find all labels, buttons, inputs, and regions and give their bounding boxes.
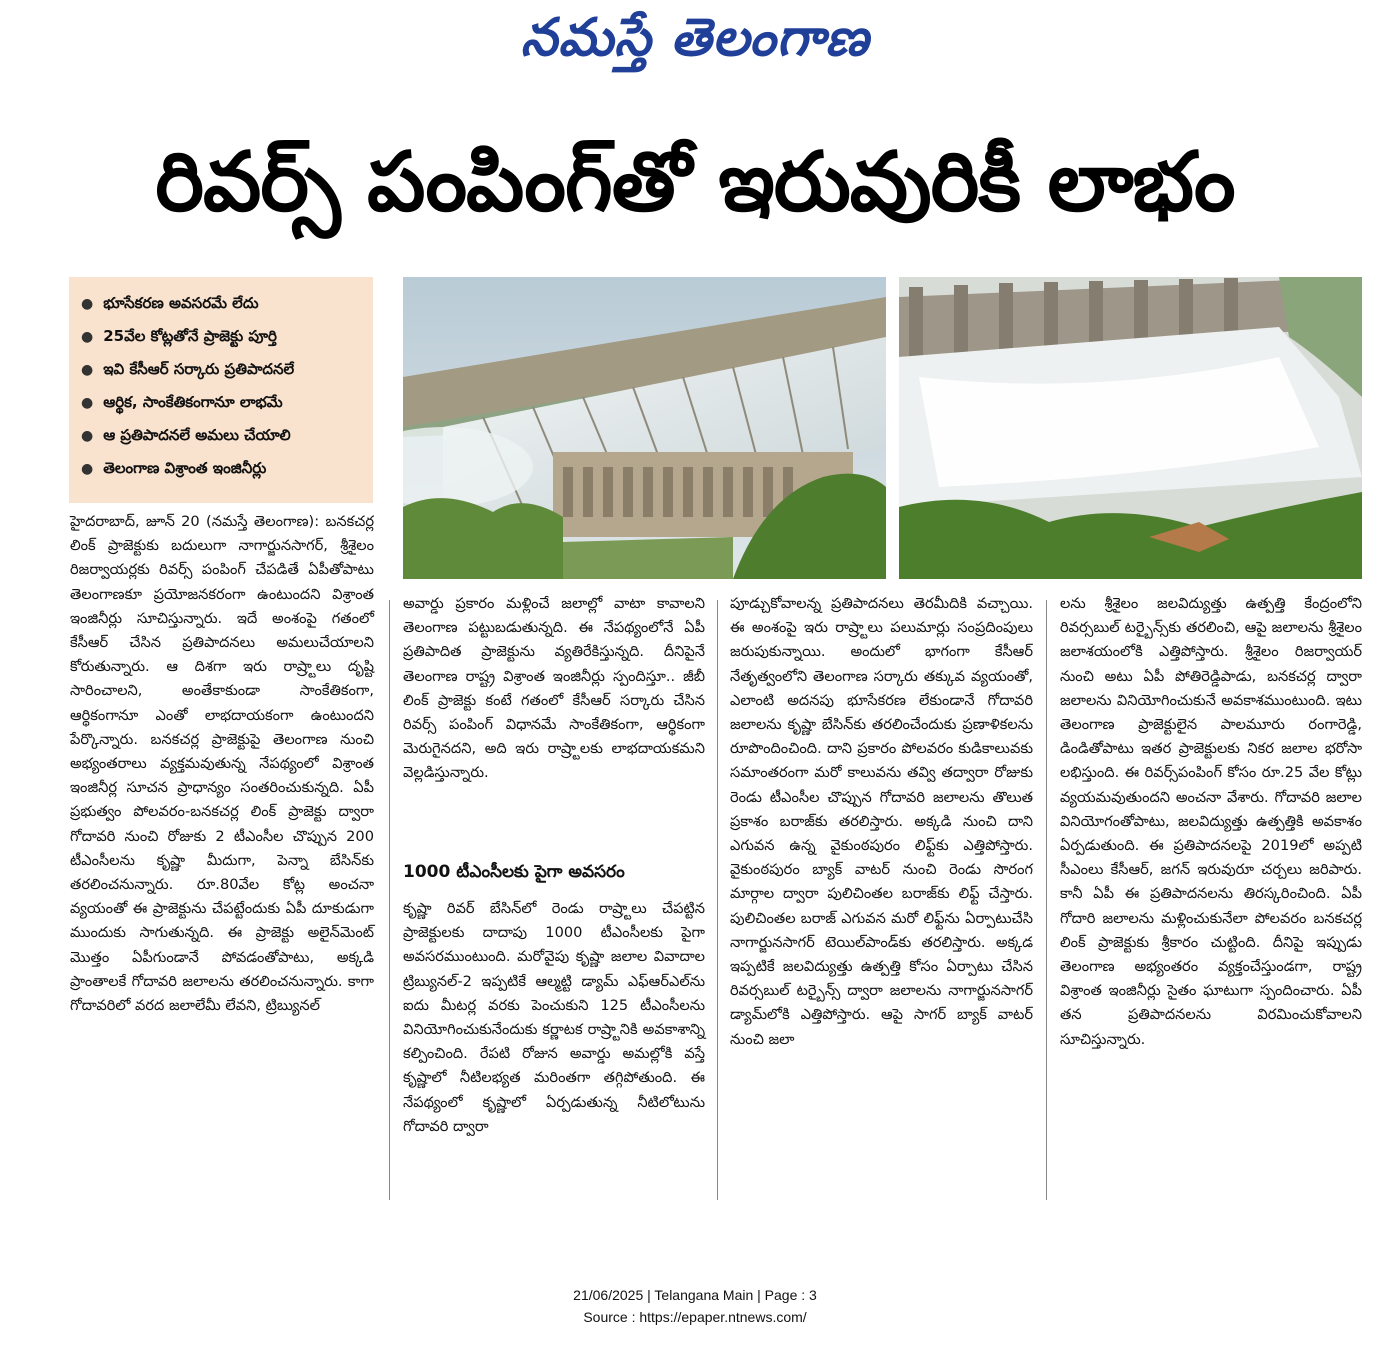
highlight-item: ● 25వేల కోట్లతోనే ప్రాజెక్టు పూర్తి — [81, 327, 277, 345]
bullet-icon: ● — [81, 428, 94, 444]
dam-illustration-right — [899, 277, 1362, 579]
masthead-logo: నమస్తే తెలంగాణ — [520, 8, 870, 68]
bullet-icon: ● — [81, 395, 94, 411]
column-divider — [717, 600, 718, 1200]
highlight-item: ● ఆ ప్రతిపాదనలే అమలు చేయాలి — [81, 426, 291, 444]
bullet-icon: ● — [81, 329, 94, 345]
article-column-4: లను శ్రీశైలం జలవిద్యుత్తు ఉత్పత్తి కేంద్రంలోని రివర్సబుల్ టర్బైన్స్‌కు తరలించి, ఆపై జలాలను శ్రీశైలం జలాశయంలోకి ఎత్తిపోస్తారు. శ్రీశైలం రిజర్వాయర్ నుంచి అటు ఏపీ పోతిరెడ్డిపాడు, బనకచర్ల ద్వారా జలాలను వినియోగించుకునే అవకాశముంటుంది. ఇటు తెలంగాణ ప్రాజెక్టులైన పాలమూరు రంగారెడ్డి, డిండితోపాటు ఇతర ప్రాజెక్టులకు నికర జలాల భరోసా లభిస్తుంది. ఈ రివర్స్‌పంపింగ్ కోసం రూ.25 వేల కోట్లు వ్యయమవుతుందని అంచనా వేశారు. గోదావరి జలాల వినియోగంతోపాటు, జలవిద్యుత్తు ఉత్పత్తికి అవకాశం ఏర్పడుతుంది. ఈ ప్రతిపాదనలపై 2019లో అప్పటి సీఎంలు కేసీఆర్, జగన్ ఇరువురూ చర్చలు జరిపారు. కానీ ఏపీ ఈ ప్రతిపాదనలను తిరస్కరించింది. ఏపీ గోదారి జలాలను మళ్లించుకునేలా పోలవరం బనకచర్ల లింక్ ప్రాజెక్టుకు శ్రీకారం చుట్టింది. దీనిపై ఇప్పుడు తెలంగాణ అభ్యంతరం వ్యక్తంచేస్తుండగా, రాష్ట్ర విశ్రాంత ఇంజినీర్లు సైతం ఘాటుగా స్పందించారు. ఏపీ తన ప్రతిపాదనలను విరమించుకోవాలని సూచిస్తున్నారు. — [1060, 595, 1362, 1048]
article-column-2-continued: కృష్ణా రివర్ బేసిన్‌లో రెండు రాష్ర్టాలు చేపట్టిన ప్రాజెక్టులకు దాదాపు 1000 టీఎంసీలకు పైగా అవసరముంటుంది. మరోవైపు కృష్ణా జలాల వివాదాల ట్రిబ్యునల్-2 ఇప్పటికే ఆల్మట్టి డ్యామ్ ఎఫ్ఆర్ఎల్‌ను ఐదు మీటర్ల వరకు పెంచుకుని 125 టీఎంసీలను వినియోగించుకునేందుకు కర్ణాటక రాష్ర్టానికి అవకాశాన్ని కల్పించింది. రేపటి రోజున అవార్డు అమల్లోకి వస్తే కృష్ణాలో నీటిలభ్యత మరింతగా తగ్గిపోతుంది. ఈ నేపథ్యంలో కృష్ణాలో ఏర్పడుతున్న నీటిలోటును గోదావరి ద్వారా — [403, 900, 705, 1135]
highlights-box — [69, 277, 373, 503]
footer-date-page: 21/06/2025 | Telangana Main | Page : 3 — [573, 1287, 817, 1303]
highlight-item: ● ఇవి కేసీఆర్ సర్కారు ప్రతిపాదనలే — [81, 360, 295, 378]
article-column-2: అవార్డు ప్రకారం మళ్లించే జలాల్లో వాటా కావాలని తెలంగాణ పట్టుబడుతున్నది. ఈ నేపథ్యంలోనే ఏపీ ప్రతిపాదిత ప్రాజెక్టును వ్యతిరేకిస్తున్నది. దీనిపైనే తెలంగాణ రాష్ట్ర విశ్రాంత ఇంజినీర్లు స్పందిస్తూ.. జీబీ లింక్ ప్రాజెక్టు కంటే గతంలో కేసీఆర్ సర్కారు చేసిన రివర్స్ పంపింగ్ విధానమే సాంకేతికంగా, ఆర్థికంగా మెరుగైనదని, అది ఇరు రాష్ర్టాలకు లాభదాయకమని వెల్లడిస్తున్నారు. — [403, 595, 705, 782]
highlights-list — [81, 287, 365, 485]
footer-source: Source : https://epaper.ntnews.com/ — [583, 1309, 807, 1325]
highlight-item: ● భూసేకరణ అవసరమే లేదు — [81, 294, 259, 312]
article-column-3: పూడ్చుకోవాలన్న ప్రతిపాదనలు తెరమీదికి వచ్చాయి. ఈ అంశంపై ఇరు రాష్ర్టాలు పలుమార్లు సంప్రదింపులు జరుపుకున్నాయి. అందులో భాగంగా కేసీఆర్ నేతృత్వంలోని తెలంగాణ సర్కారు తక్కువ వ్యయంతో, ఎలాంటి అదనపు భూసేకరణ లేకుండానే గోదావరి జలాలను కృష్ణా బేసిన్‌కు తరలించేందుకు ప్రణాళికలను రూపొందించింది. దాని ప్రకారం పోలవరం కుడికాలువకు సమాంతరంగా మరో కాలువను తవ్వి తద్వారా రోజుకు రెండు టీఎంసీల చొప్పున గోదావరి జలాలను తొలుత ప్రకాశం బరాజ్‌కు తరలిస్తారు. అక్కడి నుంచి దాని ఎగువన ఉన్న వైకుంఠపురం లిఫ్ట్‌కు ఎత్తిపోస్తారు. వైకుంఠపురం బ్యాక్ వాటర్ నుంచి రెండు సొరంగ మార్గాల ద్వారా పులిచింతల బరాజ్‌కు లిఫ్ట్ చేస్తారు. పులిచింతల బరాజ్ ఎగువన మరో లిఫ్ట్‌ను ఏర్పాటుచేసి నాగార్జునసాగర్ టెయిల్‌పాండ్‌కు తరలిస్తారు. అక్కడ ఇప్పటికే జలవిద్యుత్తు ఉత్పత్తి కోసం ఏర్పాటు చేసిన రివర్సబుల్ టర్బైన్స్ ద్వారా జలాలను నాగార్జునసాగర్ డ్యామ్‌లోకి ఎత్తిపోస్తారు. ఆపై సాగర్ బ్యాక్ వాటర్ నుంచి జలా — [730, 595, 1033, 1048]
column-divider — [1046, 600, 1047, 1200]
dam-photo-right — [899, 277, 1362, 579]
bullet-icon: ● — [81, 296, 94, 312]
dam-illustration-left — [403, 277, 886, 579]
article-column-1: హైదరాబాద్, జూన్ 20 (నమస్తే తెలంగాణ): బనకచర్ల లింక్ ప్రాజెక్టుకు బదులుగా నాగార్జునసాగర్, శ్రీశైలం రిజర్వాయర్లకు రివర్స్ పంపింగ్ చేపడితే ఏపీతోపాటు తెలంగాణకూ ప్రయోజనకరంగా ఉంటుందని విశ్రాంత ఇంజినీర్లు సూచిస్తున్నారు. ఇదే అంశంపై గతంలో కేసీఆర్ చేసిన ప్రతిపాదనలు అమలుచేయాలని కోరుతున్నారు. ఆ దిశగా ఇరు రాష్ర్టాలు దృష్టి సారించాలని, అంతేకాకుండా సాంకేతికంగా, ఆర్థికంగానూ ఎంతో లాభదాయకంగా ఉంటుందని పేర్కొన్నారు. బనకచర్ల ప్రాజెక్టుపై తెలంగాణ నుంచి అభ్యంతరాలు వ్యక్తమవుతున్న నేపథ్యంలో విశ్రాంత ఇంజినీర్ల సూచన ప్రాధాన్యం సంతరించుకున్నది. ఏపీ ప్రభుత్వం పోలవరం-బనకచర్ల లింక్ ప్రాజెక్టు ద్వారా గోదావరి నుంచి రోజుకు 2 టీఎంసీల చొప్పున 200 టీఎంసీలను కృష్ణా మీదుగా, పెన్నా బేసిన్‌కు తరలించనున్నారు. రూ.80వేల కోట్ల అంచనా వ్యయంతో ఈ ప్రాజెక్టును చేపట్టేందుకు ఏపీ దూకుడుగా ముందుకు సాగుతున్నది. ఈ ప్రాజెక్టు అలైన్‌మెంట్ మొత్తం ఏపీగుండానే పోవడంతోపాటు, అక్కడి ప్రాంతాలకే గోదావరి జలాలను తరలించనున్నారు. కాగా గోదావరిలో వరద జలాలేమీ లేవని, ట్రిబ్యునల్ — [70, 513, 374, 1015]
highlight-item: ● తెలంగాణ విశ్రాంత ఇంజినీర్లు — [81, 459, 267, 477]
column-divider — [389, 600, 390, 1200]
bullet-icon: ● — [81, 461, 94, 477]
bullet-icon: ● — [81, 362, 94, 378]
highlight-item: ● ఆర్థిక, సాంకేతికంగానూ లాభమే — [81, 393, 283, 411]
article-subheading: 1000 టీఎంసీలకు పైగా అవసరం — [403, 862, 625, 882]
headline: రివర్స్ పంపింగ్‌తో ఇరువురికీ లాభం — [155, 135, 1235, 230]
dam-photo-left — [403, 277, 886, 579]
